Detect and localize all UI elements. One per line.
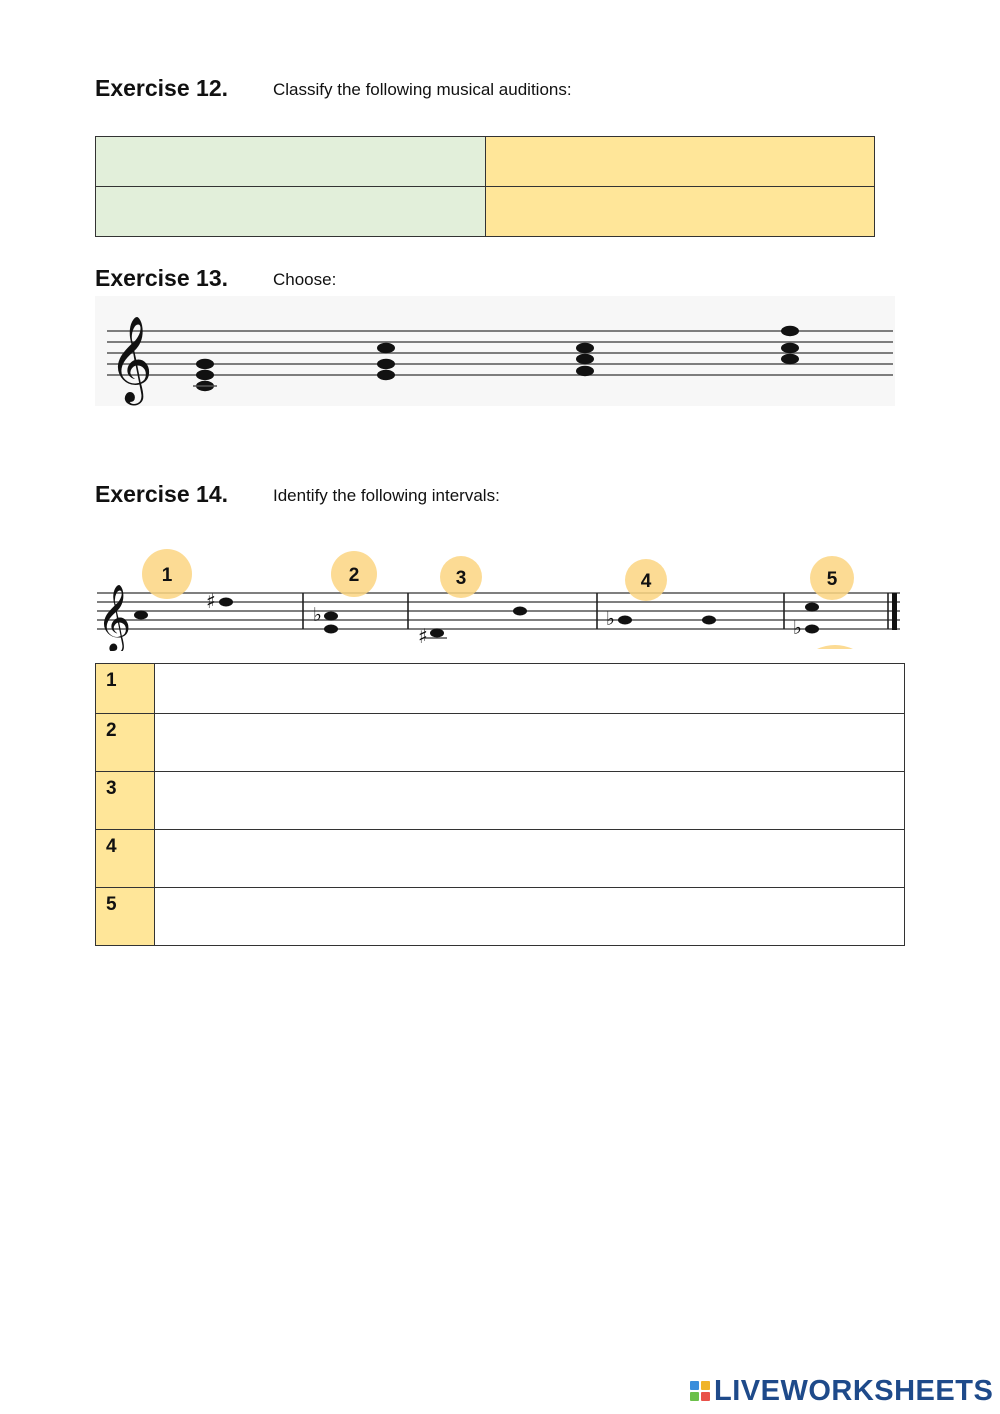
svg-text:𝄞: 𝄞 [109, 316, 153, 402]
answer-number-label: 4 [106, 836, 117, 857]
interval-marker-3 [440, 556, 482, 598]
marker-5-label: 5 [826, 569, 838, 590]
svg-text:♭: ♭ [606, 608, 615, 630]
svg-text:♯: ♯ [418, 624, 428, 648]
answer-number-label: 3 [106, 778, 117, 799]
answer-field-4[interactable] [155, 830, 905, 888]
answer-number-label: 2 [106, 720, 117, 741]
logo-grid-icon [690, 1381, 710, 1401]
classification-cell-yellow-2[interactable] [485, 187, 875, 237]
marker-4-label: 4 [640, 571, 652, 592]
svg-text:♭: ♭ [793, 617, 802, 639]
interval-answer-table [95, 663, 905, 946]
staff-background [95, 296, 895, 406]
interval-staff [95, 545, 905, 651]
staff-lines [97, 593, 900, 629]
interval-marker-1 [142, 549, 192, 599]
svg-text:♯: ♯ [206, 589, 216, 613]
answer-field-5[interactable] [155, 888, 905, 946]
classification-cell-yellow-1[interactable] [485, 137, 875, 187]
final-barline [892, 593, 897, 630]
exercise-12-title: Exercise 12. [95, 75, 229, 101]
liveworksheets-logo [690, 1374, 993, 1408]
answer-row [96, 888, 905, 946]
classification-cell-green-2[interactable] [96, 187, 486, 237]
answer-field-2[interactable] [155, 714, 905, 772]
svg-text:𝄞: 𝄞 [97, 583, 132, 651]
chord-3[interactable] [576, 343, 594, 376]
marker-2-label: 2 [348, 565, 360, 586]
chord-1[interactable] [193, 359, 217, 391]
exercise-14-instruction: Identify the following intervals: [273, 486, 500, 505]
answer-row [96, 714, 905, 772]
answer-number [96, 888, 155, 946]
answer-number [96, 830, 155, 888]
answer-row [96, 772, 905, 830]
marker-1-label: 1 [161, 565, 173, 586]
exercise-13-instruction: Choose: [273, 270, 337, 289]
exercise-14-title: Exercise 14. [95, 481, 229, 507]
interval-marker-5 [810, 556, 854, 600]
answer-number [96, 772, 155, 830]
answer-field-1[interactable] [155, 664, 905, 714]
answer-number [96, 714, 155, 772]
answer-number-label: 1 [106, 670, 117, 691]
answer-number-label: 5 [106, 894, 117, 915]
logo-text: LIVEWORKSHEETS [714, 1374, 994, 1407]
interval-3-notes [418, 607, 527, 649]
classification-table [95, 136, 875, 237]
interval-marker-2 [331, 551, 377, 597]
classification-cell-green-1[interactable] [96, 137, 486, 187]
exercise-13-title: Exercise 13. [95, 265, 229, 291]
treble-clef-icon [109, 316, 153, 406]
interval-5-notes [793, 603, 819, 640]
treble-clef-icon [97, 583, 131, 651]
chord-4[interactable] [781, 326, 799, 364]
interval-marker-4 [625, 559, 667, 601]
answer-row [96, 664, 905, 714]
exercise-12-instruction: Classify the following musical auditions: [273, 80, 572, 99]
svg-text:♭: ♭ [313, 604, 322, 626]
chord-staff [95, 296, 895, 406]
chord-2[interactable] [377, 343, 395, 380]
answer-row [96, 830, 905, 888]
answer-number [96, 664, 155, 714]
partial-marker [817, 645, 853, 649]
marker-3-label: 3 [455, 568, 467, 589]
answer-field-3[interactable] [155, 772, 905, 830]
